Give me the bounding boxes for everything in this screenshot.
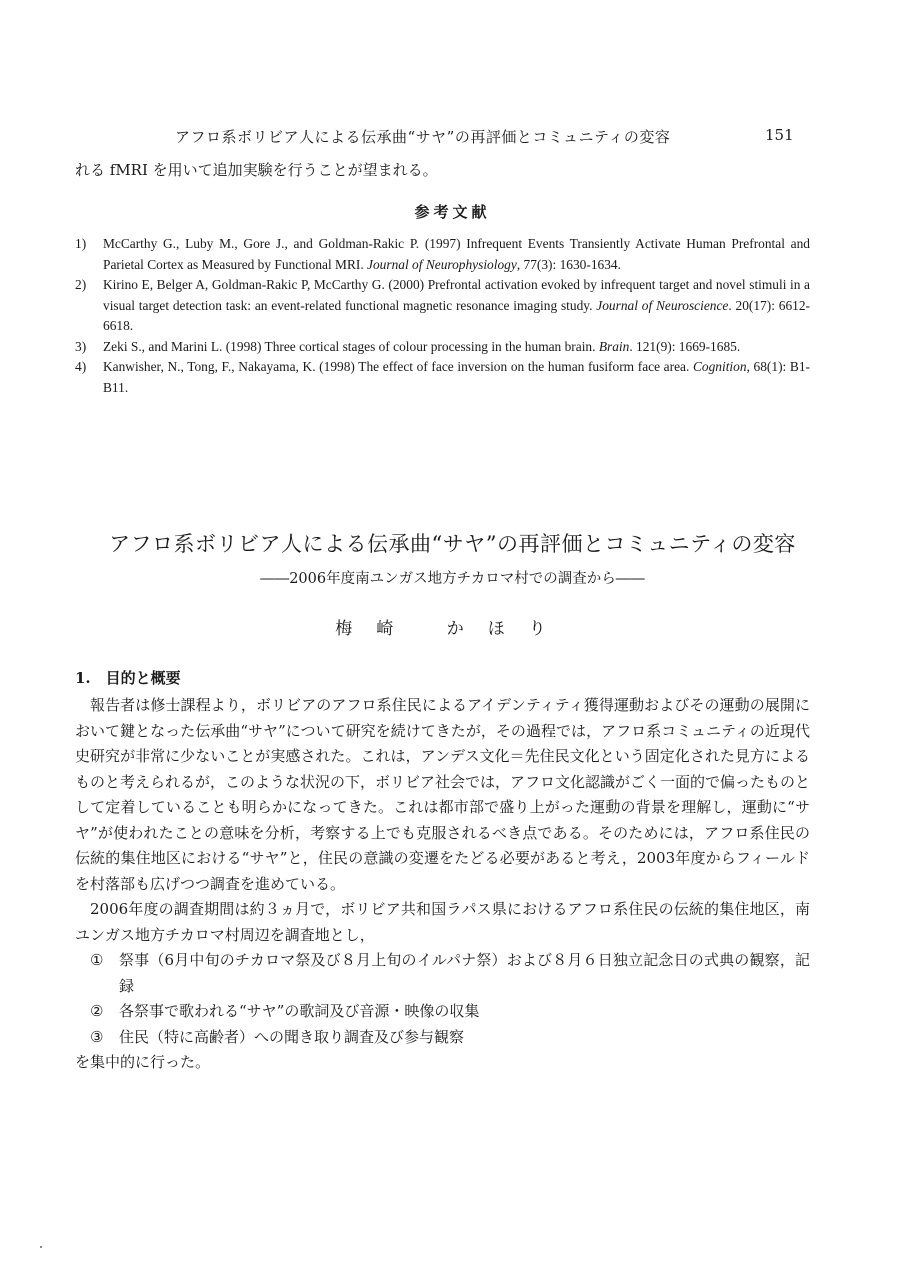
- author-name: 梅崎 かほり: [335, 619, 570, 639]
- section-body: [75, 693, 810, 1076]
- article-title: アフロ系ボリビア人による伝承曲“サヤ”の再評価とコミュニティの変容: [109, 532, 796, 556]
- list-item: [75, 999, 810, 1025]
- list-item: [75, 948, 810, 999]
- running-header-title: アフロ系ボリビア人による伝承曲“サヤ”の再評価とコミュニティの変容: [175, 128, 671, 146]
- article-subtitle: ――2006年度南ユンガス地方チカロマ村での調査から――: [260, 571, 645, 587]
- reference-citation: , 77(3): 1630-1634.: [516, 256, 621, 272]
- reference-journal: Brain: [598, 338, 630, 354]
- list-item-text: 住民（特に高齢者）への聞き取り調査及び参与観察: [119, 1027, 465, 1046]
- reference-text: McCarthy G., Luby M., Gore J., and Goldman-Rakic P. (1997) Infrequent Events Transiently Activate Human Prefrontal and Parietal Cortex as Measured by Functional MRI.: [103, 236, 810, 272]
- references-heading: 参考文献: [414, 203, 491, 221]
- list-item-text: 各祭事で歌われる“サヤ”の歌詞及び音源・映像の収集: [119, 1002, 480, 1020]
- reference-number: 3): [75, 338, 87, 354]
- body-paragraph: 2006年度の調査期間は約３ヵ月で，ボリビア共和国ラパス県におけるアフロ系住民の伝統的集住地区，南ユンガス地方チカロマ村周辺を調査地とし，: [75, 900, 810, 944]
- reference-number: 4): [75, 359, 87, 374]
- reference-item: [75, 234, 810, 275]
- list-item-number: ①: [90, 951, 104, 969]
- reference-citation: . 121(9): 1669-1685.: [629, 338, 741, 354]
- list-item-number: ②: [90, 1002, 104, 1020]
- section-heading: 1. 目的と概要: [75, 669, 181, 687]
- reference-citation: , 68(1): B1-B11.: [103, 359, 810, 395]
- continuation-text: れる fMRI を用いて追加実験を行うことが望まれる。: [75, 161, 438, 179]
- reference-item: [75, 357, 810, 398]
- scan-speck: [40, 1246, 42, 1248]
- reference-text: Kanwisher, N., Tong, F., Nakayama, K. (1998) The effect of face inversion on the human fusiform face area.: [103, 359, 693, 374]
- reference-text: Kirino E, Belger A, Goldman-Rakic P, McCarthy G. (2000) Prefrontal activation evoked by infrequent target and novel stimuli in a visual target detection task: an event-related functional magnetic resonance imaging study.: [103, 277, 810, 313]
- list-item-text: 祭事（6月中旬のチカロマ祭及び８月上旬のイルパナ祭）および８月６日独立記念日の式典の観察，記録: [119, 951, 810, 995]
- reference-list: [75, 234, 810, 398]
- page-number: 151: [765, 126, 794, 144]
- reference-journal: Journal of Neurophysiology: [367, 256, 517, 272]
- list-item-number: ③: [90, 1027, 104, 1046]
- reference-number: 2): [75, 277, 87, 292]
- body-paragraph: 報告者は修士課程より，ボリビアのアフロ系住民によるアイデンティティ獲得運動およびその運動の展開において鍵となった伝承曲“サヤ”について研究を続けてきたが，その過程では，アフロ系コミュニティの近現代史研究が非常に少ないことが実感された。これは，アンデス文化＝先住民文化という固定化された見方によるものと考えられるが，このような状況の下，ボリビア社会では，アフロ文化認識がごく一面的で偏ったものとして定着していることも明らかになってきた。これは都市部で盛り上がった運動の背景を理解し，運動に“サヤ”が使われたことの意味を分析，考察する上でも克服されるべき点である。そのためには，アフロ系住民の伝統的集住地区における“サヤ”と，住民の意識の変遷をたどる必要があると考え，2003年度からフィールドを村落部も広げつつ調査を進めている。: [75, 696, 811, 893]
- reference-journal: Cognition: [692, 359, 747, 374]
- list-item: [75, 1025, 810, 1051]
- reference-item: [75, 275, 810, 337]
- closing-text: を集中的に行った。: [75, 1053, 211, 1071]
- reference-journal: Journal of Neuroscience: [596, 297, 729, 313]
- reference-text: Zeki S., and Marini L. (1998) Three cortical stages of colour processing in the human brain.: [103, 338, 599, 354]
- reference-number: 1): [75, 236, 87, 251]
- reference-item: [75, 337, 810, 358]
- reference-citation: . 20(17): 6612-6618.: [103, 297, 810, 333]
